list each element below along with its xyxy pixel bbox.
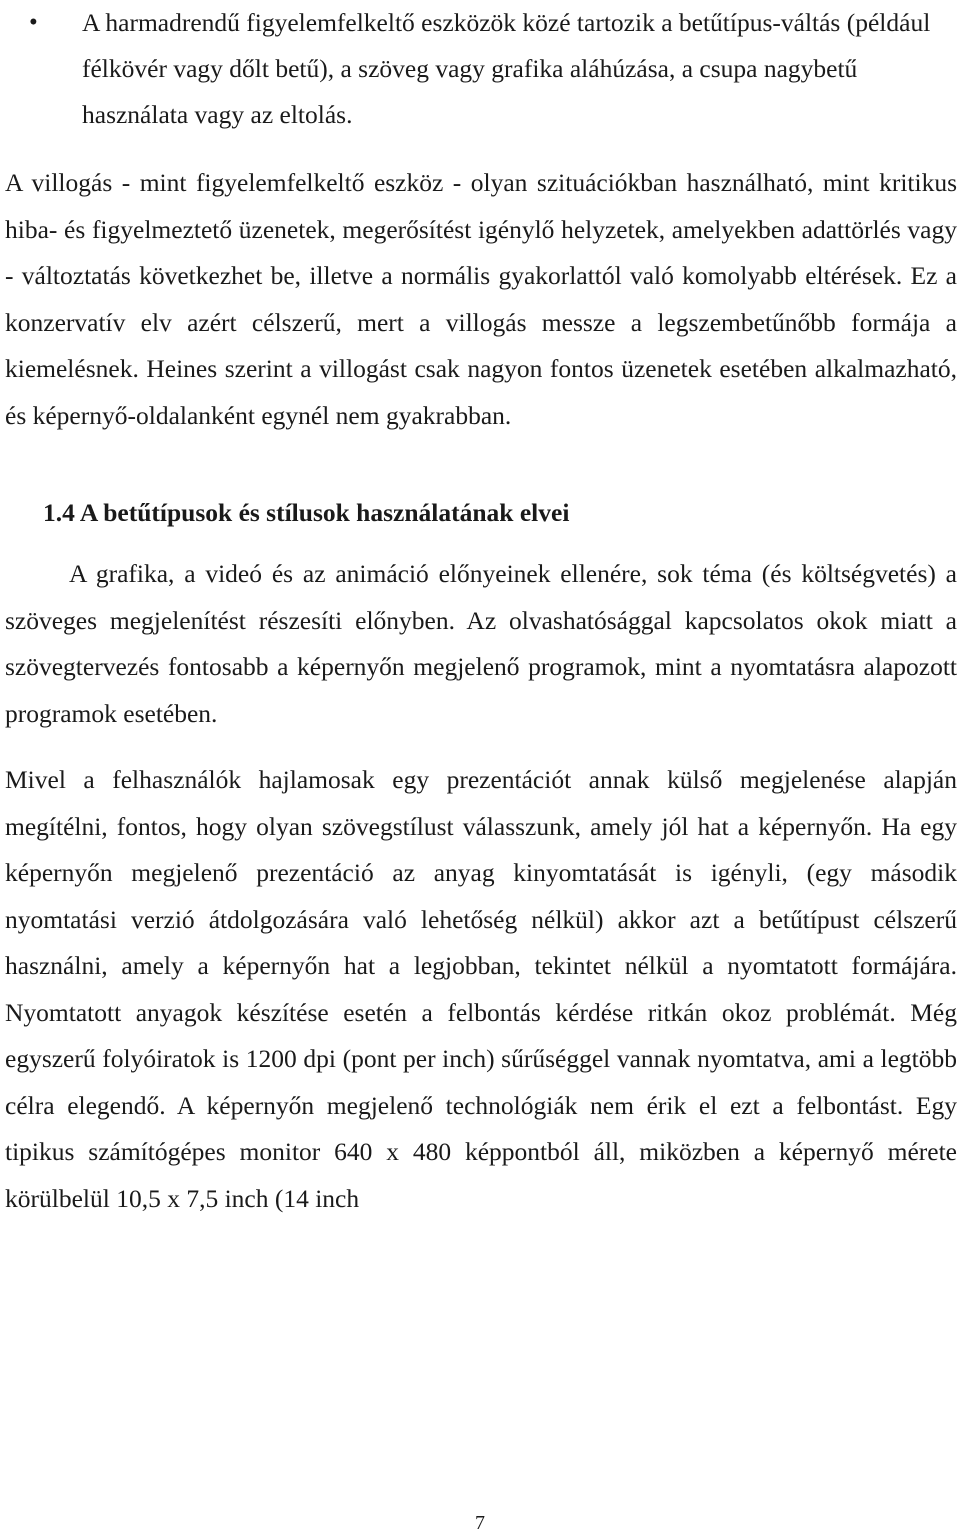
bullet-list-item xyxy=(5,0,957,138)
page-number: 7 xyxy=(475,1512,485,1534)
bullet-text: A harmadrendű figyelemfelkeltő eszközök közé tartozik a betűtípus-váltás (például félkövér vagy dőlt betű), a szöveg vagy grafika aláhúzása, a csupa nagybetű használata vagy az eltolás. xyxy=(82,8,931,129)
section-heading: 1.4 A betűtípusok és stílusok használatának elvei xyxy=(43,498,570,527)
document-page xyxy=(5,0,957,1222)
paragraph-blinking: A villogás - mint figyelemfelkeltő eszköz - olyan szituációkban használható, mint kritikus hiba- és figyelmeztető üzenetek, megerősítést igénylő helyzetek, amelyekben adattörlés vagy - változtatás következhet be, illetve a normális gyakorlattól való komolyabb eltérések. Ez a konzervatív elv azért célszerű, mert a villogás messze a legszembetűnőbb formája a kiemelésnek. Heines szerint a villogást csak nagyon fontos üzenetek esetében alkalmazható, és képernyő-oldalanként egynél nem gyakrabban. xyxy=(5,168,957,430)
paragraph-main: Mivel a felhasználók hajlamosak egy prezentációt annak külső megjelenése alapján megítélni, fontos, hogy olyan szövegstílust válasszunk, amely jól hat a képernyőn. Ha egy képernyőn megjelenő prezentáció az anyag kinyomtatását is igényli, (egy második nyomtatási verzió átdolgozására való lehetőség nélkül) akkor azt a betűtípust célszerű használni, amely a képernyőn hat a legjobban, tekintet nélkül a nyomtatott formájára. Nyomtatott anyagok készítése esetén a felbontás kérdése ritkán okoz problémát. Még egyszerű folyóiratok is 1200 dpi (pont per inch) sűrűséggel vannak nyomtatva, ami a legtöbb célra elegendő. A képernyőn megjelenő technológiák nem érik el ezt a felbontást. Egy tipikus számítógépes monitor 640 x 480 képpontból áll, miközben a képernyő mérete körülbelül 10,5 x 7,5 inch (14 inch xyxy=(5,765,957,1213)
paragraph-intro: A grafika, a videó és az animáció előnyeinek ellenére, sok téma (és költségvetés) a szöveges megjelenítést részesíti előnyben. Az olvashatósággal kapcsolatos okok miatt a szövegtervezés fontosabb a képernyőn megjelenő programok, mint a nyomtatásra alapozott programok esetében. xyxy=(5,559,957,728)
bullet-icon: • xyxy=(29,9,38,36)
